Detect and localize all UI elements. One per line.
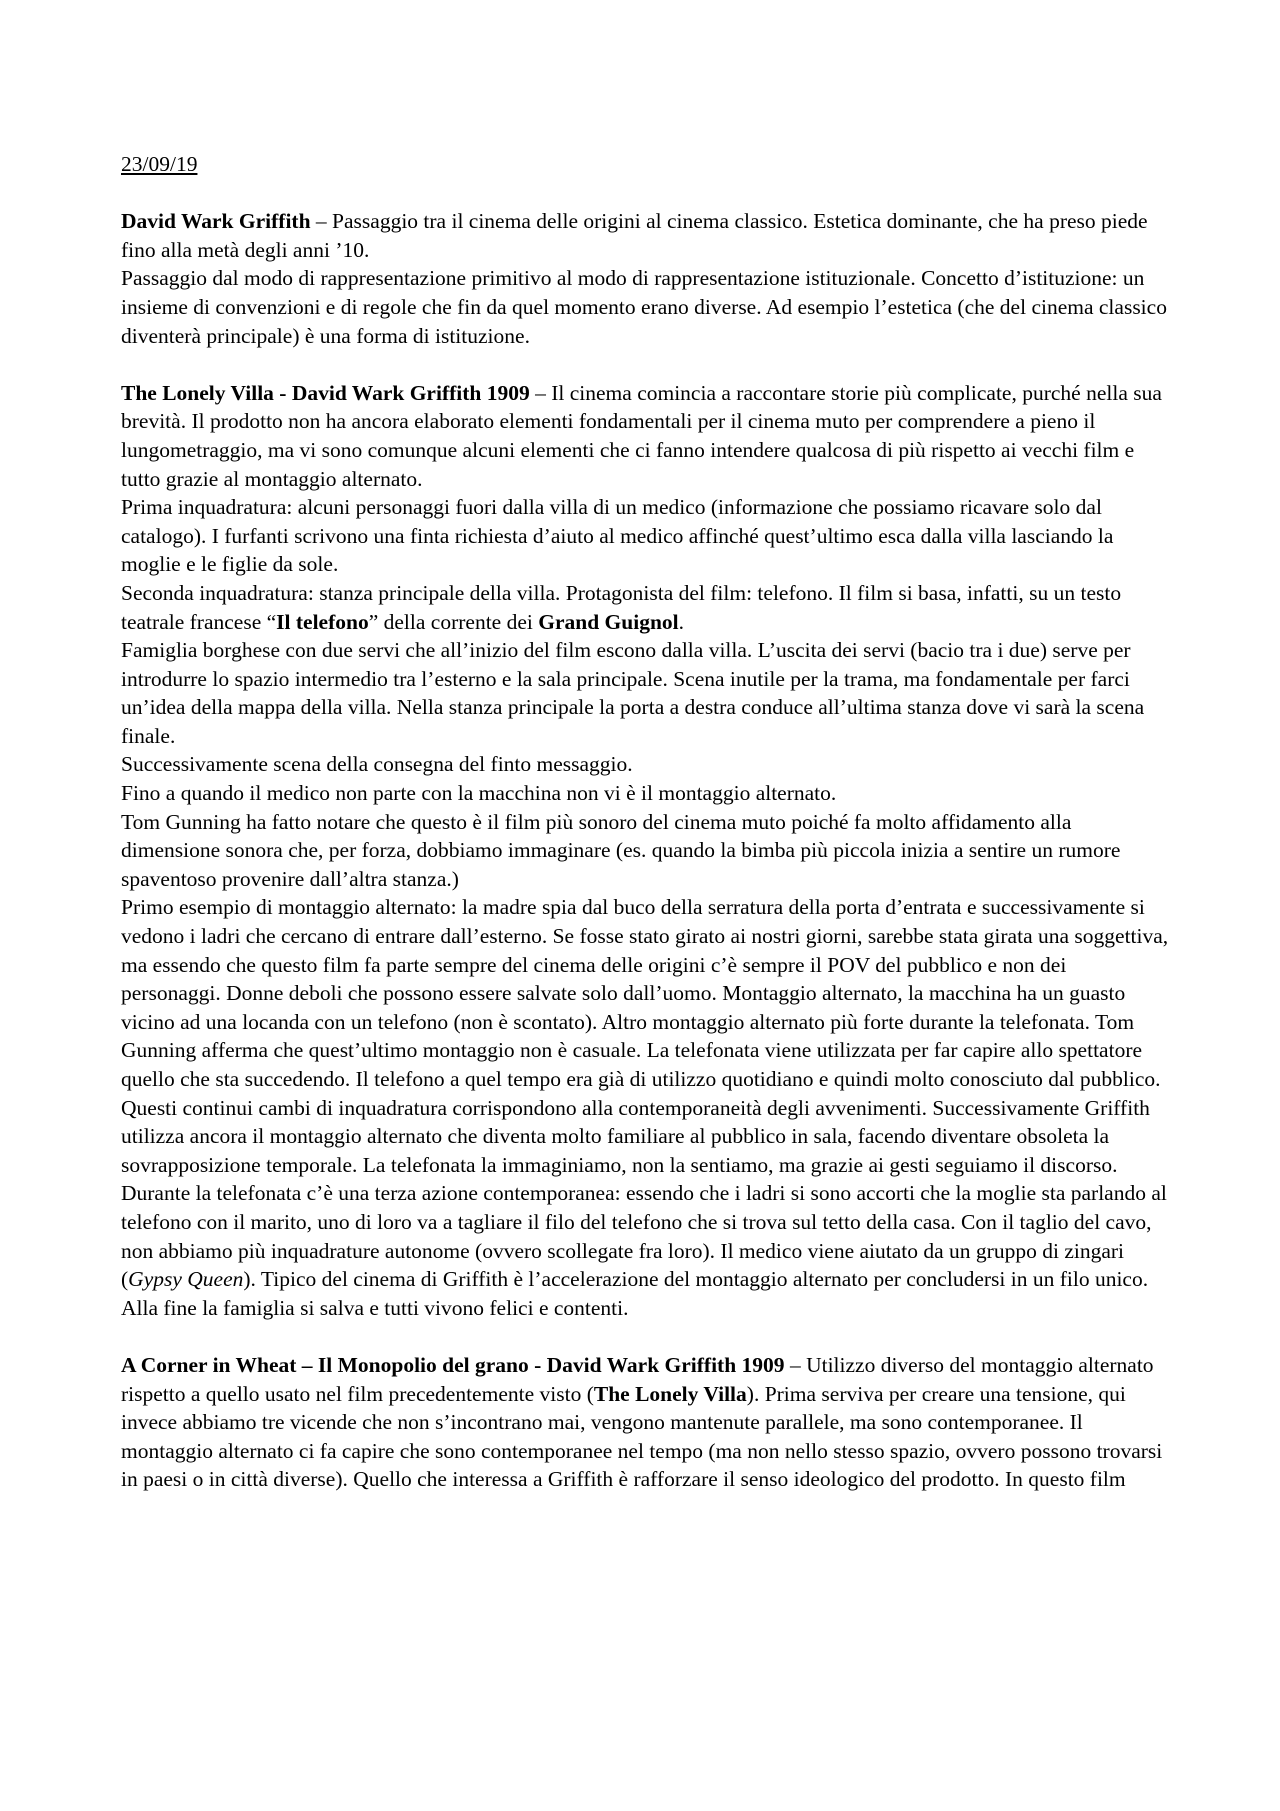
text-run: Fino a quando il medico non parte con la macchina non vi è il montaggio alternato. (121, 781, 837, 806)
text-run: – Il cinema comincia a raccontare storie più complicate, purché nella sua brevità. Il prodotto non ha ancora elaborato elementi fondamentali per il cinema muto per comprendere a pieno il lungometraggio, ma vi sono comunque alcuni elementi che ci fanno intendere qualcosa di più rispetto ai vecchi film e tutto grazie al montaggio alternato. (121, 380, 1162, 491)
text-run: . (678, 609, 684, 634)
paragraph (121, 1179, 1171, 1293)
paragraph (121, 779, 1171, 808)
text-run: – Utilizzo diverso del montaggio alternato rispetto a quello usato nel film precedentemente visto ( (121, 1352, 1154, 1406)
paragraph (121, 808, 1171, 894)
bold-text: The Lonely Villa (593, 1381, 747, 1406)
document-content (121, 150, 1171, 1523)
section (121, 1351, 1171, 1494)
bold-text: The Lonely Villa - David Wark Griffith 1909 (121, 380, 530, 405)
bold-text: A Corner in Wheat – Il Monopolio del grano - David Wark Griffith 1909 (121, 1352, 785, 1377)
document-date: 23/09/19 (121, 152, 198, 176)
text-run: ). Prima serviva per creare una tensione, qui invece abbiamo tre vicende che non s’incontrano mai, vengono mantenute parallele, ma sono contemporanee. Il montaggio alternato ci fa capire che sono contemporanee nel tempo (ma non nello stesso spazio, ovvero possono trovarsi in paesi o in città diverse). Quello che interessa a Griffith è rafforzare il senso ideologico del prodotto. In questo film (121, 1381, 1163, 1492)
bold-text: David Wark Griffith (121, 209, 311, 234)
paragraph (121, 264, 1171, 350)
paragraph (121, 207, 1171, 264)
italic-text: Gypsy Queen (128, 1267, 244, 1292)
text-run: Prima inquadratura: alcuni personaggi fuori dalla villa di un medico (informazione che possiamo ricavare solo dal catalogo). I furfanti scrivono una finta richiesta d’aiuto al medico affinché quest’ultimo esca dalla villa lasciando la moglie e le figlie da sole. (121, 495, 1114, 577)
paragraph (121, 1294, 1171, 1323)
text-run: – Passaggio tra il cinema delle origini al cinema classico. Estetica dominante, che ha preso piede fino alla metà degli anni ’10. (121, 209, 1148, 262)
paragraph (121, 579, 1171, 636)
text-run: Passaggio dal modo di rappresentazione primitivo al modo di rappresentazione istituzionale. Concetto d’istituzione: un insieme di convenzioni e di regole che fin da quel momento erano diverse. Ad esempio l’estetica (che del cinema classico diventerà principale) è una forma di istituzione. (121, 266, 1167, 348)
section (121, 379, 1171, 1323)
text-run: Tom Gunning ha fatto notare che questo è il film più sonoro del cinema muto poiché fa molto affidamento alla dimensione sonora che, per forza, dobbiamo immaginare (es. quando la bimba più piccola inizia a sentire un rumore spaventoso provenire dall’altra stanza.) (121, 809, 1121, 891)
document-body (121, 207, 1171, 1494)
paragraph (121, 893, 1171, 1179)
text-run: Famiglia borghese con due servi che all’inizio del film escono dalla villa. L’uscita dei servi (bacio tra i due) serve per introdurre lo spazio intermedio tra l’esterno e la sala principale. Scena inutile per la trama, ma fondamentale per farci un’idea della mappa della villa. Nella stanza principale la porta a destra conduce all’ultima stanza dove vi sarà la scena finale. (121, 638, 1145, 748)
text-run: ). Tipico del cinema di Griffith è l’accelerazione del montaggio alternato per concludersi in un filo unico. (243, 1267, 1149, 1292)
paragraph (121, 379, 1171, 493)
text-run: ” della corrente dei (368, 609, 539, 634)
paragraph (121, 493, 1171, 579)
bold-text: Grand Guignol (538, 609, 679, 634)
text-run: Seconda inquadratura: stanza principale della villa. Protagonista del film: telefono. Il film si basa, infatti, su un testo teatrale francese “ (121, 580, 1122, 634)
paragraph (121, 636, 1171, 750)
text-run: Durante la telefonata c’è una terza azione contemporanea: essendo che i ladri si sono accorti che la moglie sta parlando al telefono con il marito, uno di loro va a tagliare il filo del telefono che si trova sul tetto della casa. Con il taglio del cavo, non abbiamo più inquadrature autonome (ovvero scollegate fra loro). Il medico viene aiutato da un gruppo di zingari ( (121, 1181, 1167, 1292)
paragraph (121, 750, 1171, 779)
paragraph (121, 1351, 1171, 1494)
bold-text: Il telefono (276, 609, 369, 634)
text-run: Alla fine la famiglia si salva e tutti vivono felici e contenti. (121, 1295, 629, 1320)
section (121, 207, 1171, 350)
text-run: Successivamente scena della consegna del finto messaggio. (121, 752, 633, 777)
text-run: Primo esempio di montaggio alternato: la madre spia dal buco della serratura della porta d’entrata e successivamente si vedono i ladri che cercano di entrare dall’esterno. Se fosse stato girato ai nostri giorni, sarebbe stata girata una soggettiva, ma essendo che questo film fa parte sempre del cinema delle origini c’è sempre il POV del pubblico e non dei personaggi. Donne deboli che possono essere salvate solo dall’uomo. Montaggio alternato, la macchina ha un guasto vicino ad una locanda con un telefono (non è scontato). Altro montaggio alternato più forte durante la telefonata. Tom Gunning afferma che quest’ultimo montaggio non è casuale. La telefonata viene utilizzata per far capire allo spettatore quello che sta succedendo. Il telefono a quel tempo era già di utilizzo quotidiano e quindi molto conosciuto dal pubblico. Questi continui cambi di inquadratura corrispondono alla contemporaneità degli avvenimenti. Successivamente Griffith utilizza ancora il montaggio alternato che diventa molto familiare al pubblico in sala, facendo diventare obsoleta la sovrapposizione temporale. La telefonata la immaginiamo, non la sentiamo, ma grazie ai gesti seguiamo il discorso. (121, 895, 1169, 1177)
